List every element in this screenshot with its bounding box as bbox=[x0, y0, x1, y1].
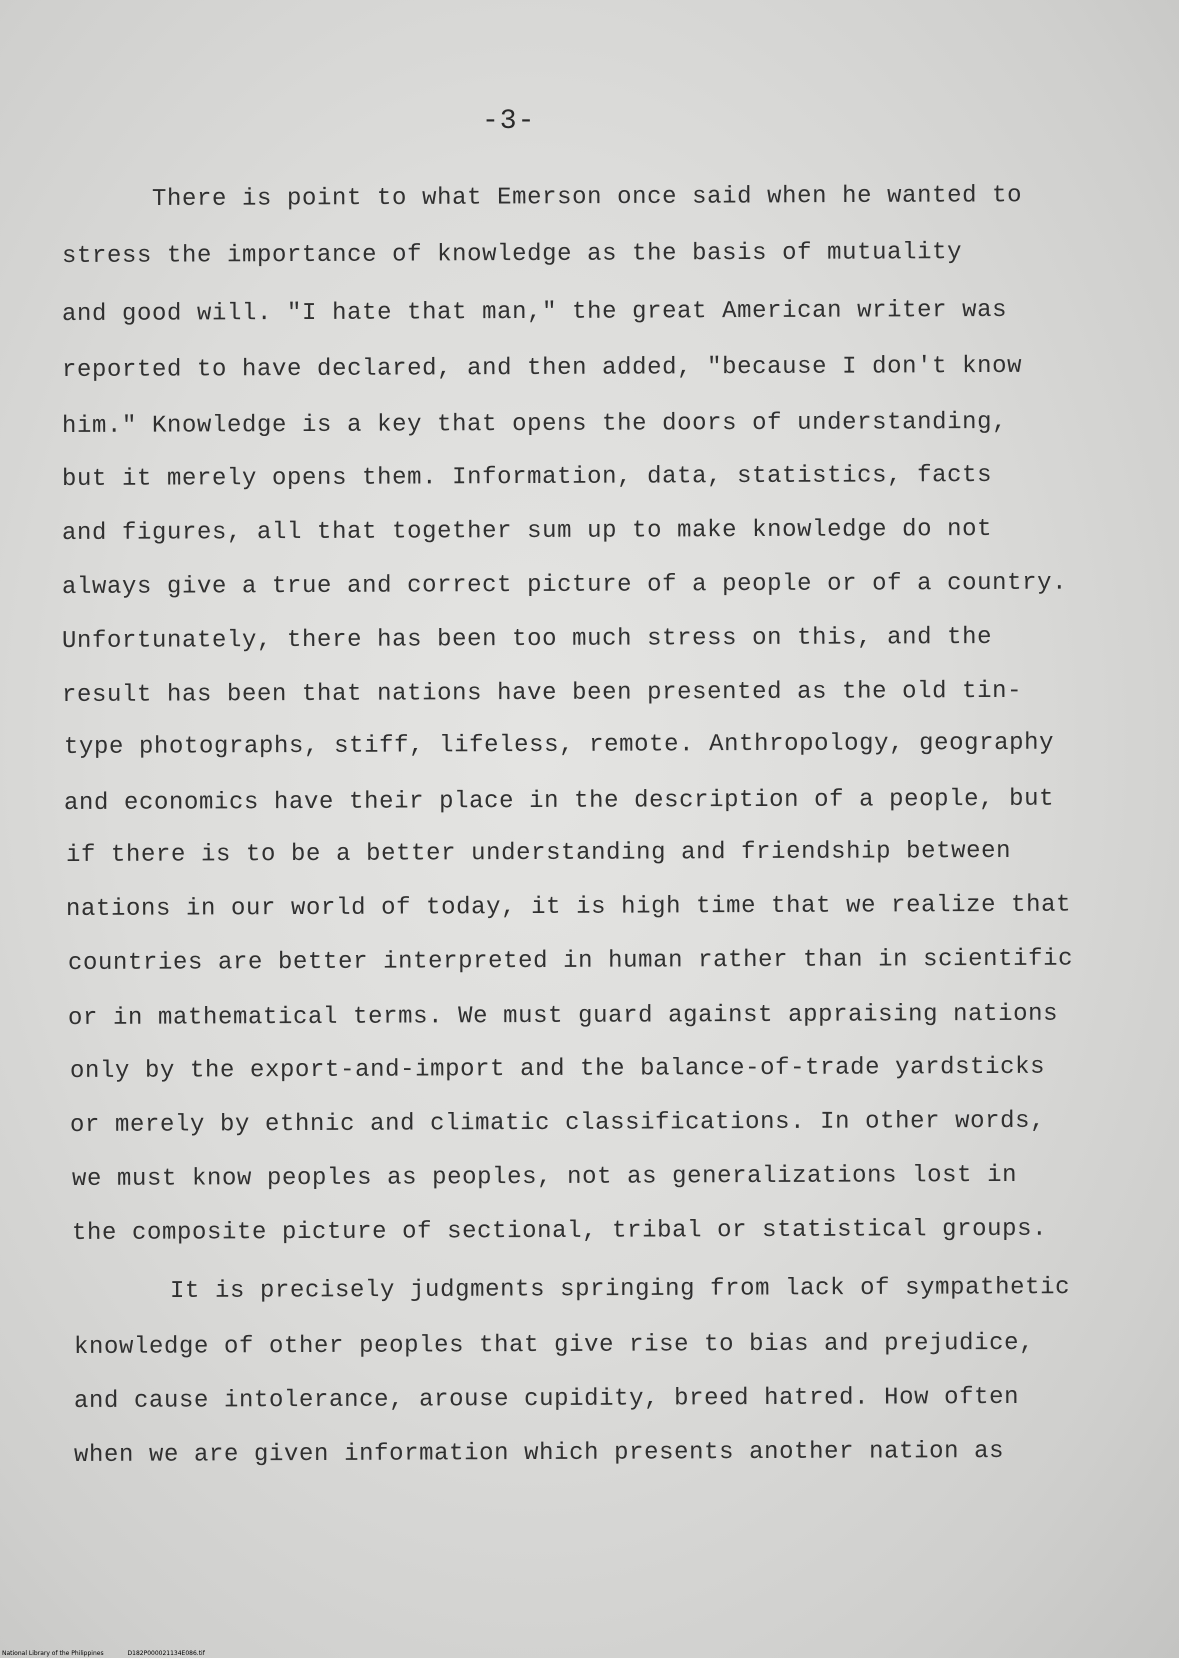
paragraph-1-line-8: always give a true and correct picture of a people or of a country. bbox=[61, 569, 1068, 601]
paragraph-1-line-13: if there is to be a better understanding and friendship between bbox=[65, 837, 1012, 869]
paragraph-1-line-7: and figures, all that together sum up to make knowledge do not bbox=[61, 515, 993, 547]
paragraph-1-line-1: There is point to what Emerson once said when he wanted to bbox=[151, 182, 1023, 213]
paragraph-1-line-17: only by the export-and-import and the balance-of-trade yardsticks bbox=[69, 1053, 1046, 1085]
paragraph-1-line-18: or merely by ethnic and climatic classifications. In other words, bbox=[69, 1107, 1046, 1139]
paragraph-1-line-5: him." Knowledge is a key that opens the doors of understanding, bbox=[61, 408, 1008, 440]
paragraph-1-line-10: result has been that nations have been presented as the old tin- bbox=[61, 677, 1023, 709]
paragraph-1-line-19: we must know peoples as peoples, not as generalizations lost in bbox=[71, 1161, 1018, 1193]
paragraph-1-line-14: nations in our world of today, it is high time that we realize that bbox=[65, 891, 1072, 923]
paragraph-2-line-2: knowledge of other peoples that give rise to bias and prejudice, bbox=[73, 1329, 1035, 1361]
paragraph-2-line-3: and cause intolerance, arouse cupidity, breed hatred. How often bbox=[73, 1383, 1020, 1415]
paragraph-1-line-12: and economics have their place in the description of a people, but bbox=[63, 785, 1055, 817]
page-number: -3- bbox=[482, 106, 536, 137]
file-id: D182P000021134E086.tif bbox=[127, 1650, 205, 1657]
paragraph-1-line-16: or in mathematical terms. We must guard against appraising nations bbox=[67, 1000, 1059, 1032]
scan-footer bbox=[2, 1650, 227, 1657]
paragraph-1-line-15: countries are better interpreted in human rather than in scientific bbox=[67, 945, 1074, 977]
paragraph-1-line-20: the composite picture of sectional, tribal or statistical groups. bbox=[71, 1215, 1048, 1247]
paragraph-2-line-1: It is precisely judgments springing from lack of sympathetic bbox=[169, 1274, 1071, 1305]
paragraph-1-line-4: reported to have declared, and then added, "because I don't know bbox=[61, 352, 1023, 384]
paragraph-1-line-9: Unfortunately, there has been too much stress on this, and the bbox=[61, 623, 993, 655]
paragraph-1-line-11: type photographs, stiff, lifeless, remote. Anthropology, geography bbox=[63, 729, 1055, 761]
library-name: National Library of the Philippines bbox=[2, 1650, 104, 1657]
paragraph-1-line-3: and good will. "I hate that man," the great American writer was bbox=[61, 296, 1008, 328]
paragraph-2-line-4: when we are given information which presents another nation as bbox=[73, 1437, 1005, 1469]
paragraph-1-line-2: stress the importance of knowledge as the basis of mutuality bbox=[61, 239, 963, 270]
paragraph-1-line-6: but it merely opens them. Information, data, statistics, facts bbox=[61, 461, 993, 493]
